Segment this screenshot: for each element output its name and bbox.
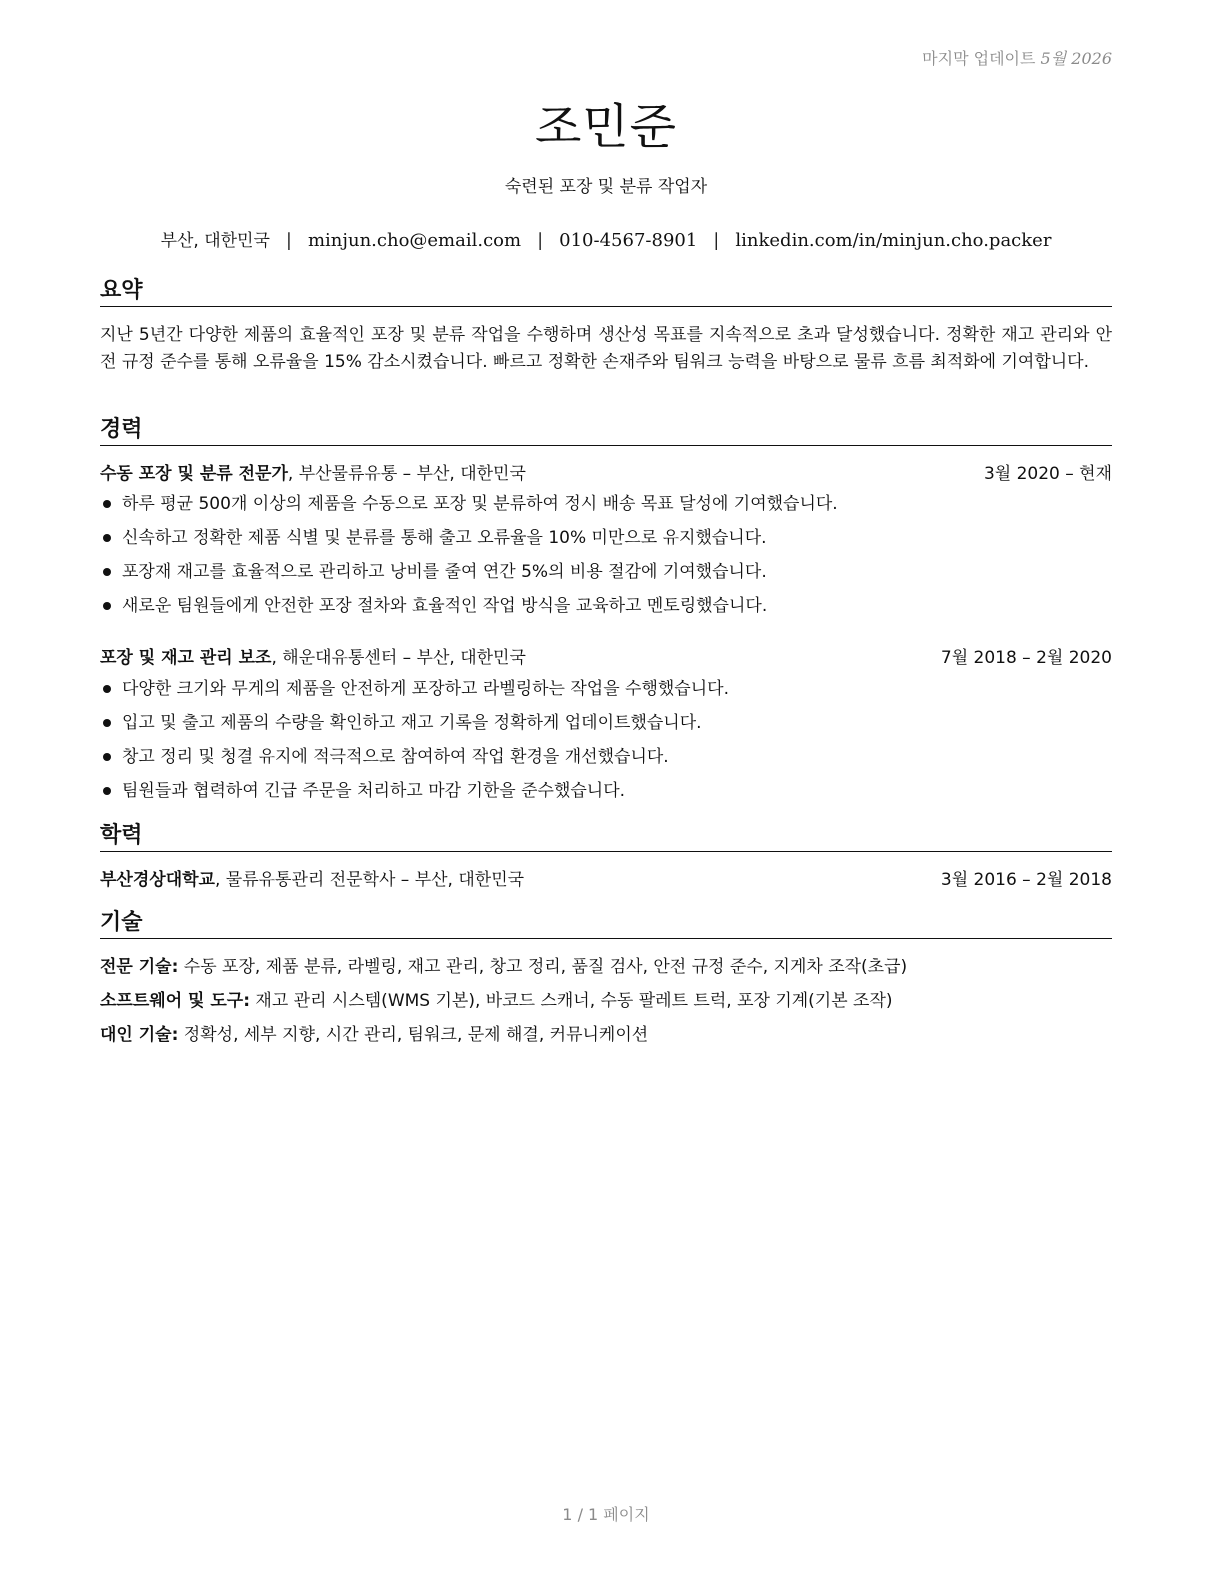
bullet-text: 다양한 크기와 무게의 제품을 안전하게 포장하고 라벨링하는 작업을 수행했습니다. [122,679,729,699]
job-role: 수동 포장 및 분류 전문가 [100,464,288,484]
list-item [100,487,1112,521]
list-item [100,774,1112,808]
bullet-text: 팀원들과 협력하여 긴급 주문을 처리하고 마감 기한을 준수했습니다. [122,781,626,801]
contact-separator: | [537,230,544,251]
last-updated-label: 마지막 업데이트 [922,49,1036,68]
skill-value: 정확성, 세부 지향, 시간 관리, 팀워크, 문제 해결, 커뮤니케이션 [178,1025,649,1045]
education-detail: , 물류유통관리 전문학사 – 부산, 대한민국 [214,870,525,890]
section-title-summary: 요약 [100,278,1112,307]
bullet-dot-icon [103,568,111,576]
job-role: 포장 및 재고 관리 보조 [100,648,272,668]
bullet-text: 신속하고 정확한 제품 식별 및 분류를 통해 출고 오류율을 10% 미만으로 유지했습니다. [122,528,767,548]
bullet-dot-icon [103,602,111,610]
list-item [100,555,1112,589]
job-bullets [100,487,1112,623]
last-updated [922,46,1112,69]
list-item [100,672,1112,706]
bullet-text: 하루 평균 500개 이상의 제품을 수동으로 포장 및 분류하여 정시 배송 목표 달성에 기여했습니다. [122,494,838,514]
job-title-line [100,646,526,670]
candidate-tagline: 숙련된 포장 및 분류 작업자 [504,177,708,197]
contact-separator: | [285,230,292,251]
education-line [100,868,524,892]
skill-label: 소프트웨어 및 도구: [100,991,251,1011]
candidate-name: 조민준 [534,99,678,155]
contact-separator: | [713,230,720,251]
job-org: , 해운대유통센터 – 부산, 대한민국 [271,648,526,668]
page-number: 1 / 1 페이지 [562,1505,650,1524]
resume-page [100,0,1112,1584]
skill-value: 재고 관리 시스템(WMS 기본), 바코드 스캐너, 수동 팔레트 트럭, 포장 기계(기본 조작) [250,991,893,1011]
last-updated-year: 2026 [1071,49,1112,68]
job-header [100,462,1112,486]
list-item [100,740,1112,774]
skill-label: 대인 기술: [100,1025,179,1045]
contact-email[interactable]: minjun.cho@email.com [307,230,522,251]
skill-value: 수동 포장, 제품 분류, 라벨링, 재고 관리, 창고 정리, 품질 검사, 안전 규정 준수, 지게차 조작(초급) [178,957,908,977]
bullet-dot-icon [103,500,111,508]
contact-phone: 010-4567-8901 [559,230,698,251]
skill-line [100,955,1112,979]
education-dates: 3월 2016 – 2월 2018 [940,870,1112,890]
summary-text: 지난 5년간 다양한 제품의 효율적인 포장 및 분류 작업을 수행하며 생산성 목표를 지속적으로 초과 달성했습니다. 정확한 재고 관리와 안전 규정 준수를 통해 오류율을 15% 감소시켰습니다. 빠르고 정확한 손재주와 팀워크 능력을 바탕으로 물류 흐름 최적화에 기여합니다. [100,325,1112,372]
skill-label: 전문 기술: [100,957,179,977]
list-item [100,706,1112,740]
bullet-dot-icon [103,753,111,761]
job-bullets [100,672,1112,808]
bullet-text: 창고 정리 및 청결 유지에 적극적으로 참여하여 작업 환경을 개선했습니다. [122,747,669,767]
list-item [100,521,1112,555]
bullet-dot-icon [103,685,111,693]
bullet-dot-icon [103,534,111,542]
bullet-dot-icon [103,719,111,727]
list-item [100,589,1112,623]
section-title-skills: 기술 [100,910,1112,939]
skill-line [100,989,1112,1013]
section-title-education: 학력 [100,823,1112,852]
bullet-text: 새로운 팀원들에게 안전한 포장 절차와 효율적인 작업 방식을 교육하고 멘토링했습니다. [122,596,768,616]
education-school: 부산경상대학교 [100,870,215,890]
last-updated-month: 5월 [1040,49,1067,68]
contact-location: 부산, 대한민국 [160,231,270,251]
skill-line [100,1023,1112,1047]
bullet-text: 포장재 재고를 효율적으로 관리하고 낭비를 줄여 연간 5%의 비용 절감에 기여했습니다. [122,562,767,582]
job-org: , 부산물류유통 – 부산, 대한민국 [287,464,526,484]
bullet-text: 입고 및 출고 제품의 수량을 확인하고 재고 기록을 정확하게 업데이트했습니다. [122,713,702,733]
job-dates: 7월 2018 – 2월 2020 [940,648,1112,668]
job-header [100,646,1112,670]
job-title-line [100,462,526,486]
bullet-dot-icon [103,787,111,795]
education-entry [100,868,1112,892]
section-title-experience: 경력 [100,417,1112,446]
contact-line [100,226,1112,251]
job-dates: 3월 2020 – 현재 [983,464,1112,484]
contact-linkedin[interactable]: linkedin.com/in/minjun.cho.packer [735,230,1052,251]
